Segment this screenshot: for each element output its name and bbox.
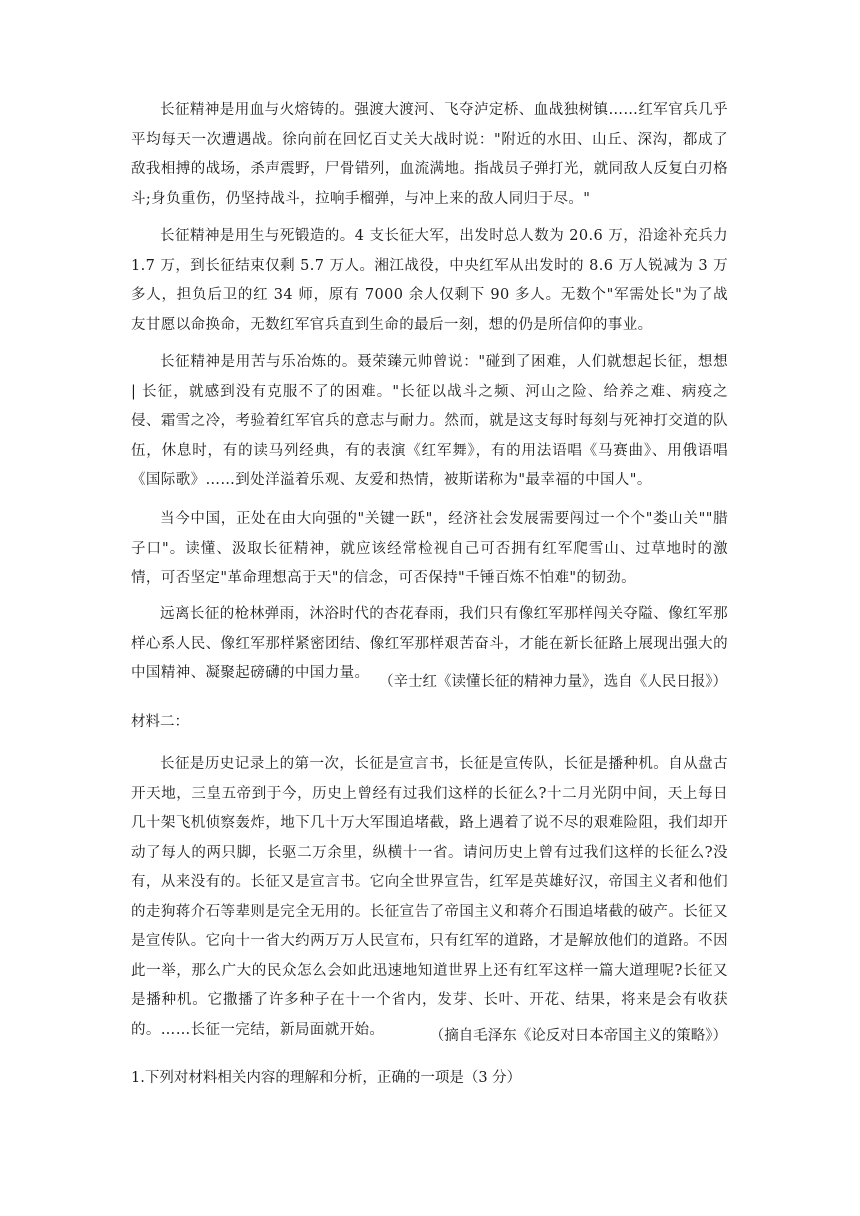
material-one-paragraph-4: 当今中国，正处在由大向强的"关键一跃"，经济社会发展需要闯过一个个"娄山关""腊子口"。读懂、汲取长征精神，就应该经常检视自己可否拥有红军爬雪山、过草地时的激情，可否坚定"革命理想高于天"的信念，可否保持"千锤百炼不怕难"的韧劲。 — [131, 511, 728, 586]
material-one-paragraph-2: 长征精神是用生与死锻造的。4 支长征大军，出发时总人数为 20.6 万，沿途补充兵力 1.7 万，到长征结束仅剩 5.7 万人。湘江战役，中央红军从出发时的 8.6 万人锐减为 3 万多人，担负后卫的红 34 师，原有 7000 余人仅剩下 90 多人。无数个"军需处长"为了战友甘愿以命换命，无数红军官兵直到生命的最后一刻，想的仍是所信仰的事业。 — [131, 228, 728, 333]
material-two-label: 材料二： — [131, 714, 189, 730]
material-one-paragraph-5: 远离长征的枪林弹雨，沐浴时代的杏花春雨，我们只有像红军那样闯关夺隘、像红军那样心系人民、像红军那样紧密团结、像红军那样艰苦奋斗，才能在新长征路上展现出强大的中国精神、凝聚起磅礴的中国力量。 — [131, 606, 728, 681]
material-two-paragraph: 长征是历史记录上的第一次，长征是宣言书，长征是宣传队，长征是播种机。自从盘古开天地，三皇五帝到于今，历史上曾经有过我们这样的长征么?十二月光阴中间，天上每日几十架飞机侦察轰炸，地下几十万大军围追堵截，路上遇着了说不尽的艰难险阻，我们却开动了每人的两只脚，长驱二万余里，纵横十一省。请问历史上曾有过我们这样的长征么?没有，从来没有的。长征又是宣言书。它向全世界宣告，红军是英雄好汉，帝国主义者和他们的走狗蒋介石等辈则是完全无用的。长征宣告了帝国主义和蒋介石围追堵截的破产。长征又是宣传队。它向十一省大约两万万人民宣布，只有红军的道路，才是解放他们的道路。不因此一举，那么广大的民众怎么会如此迅速地知道世界上还有红军这样一篇大道理呢?长征又是播种机。它撒播了许多种子在十一个省内，发芽、长叶、开花、结果，将来是会有收获的。……长征一完结，新局面就开始。 — [131, 756, 728, 1038]
material-one-paragraph-3: 长征精神是用苦与乐冶炼的。聂荣臻元帅曾说："碰到了困难，人们就想起长征，想想 | 长征，就感到没有克服不了的困难。"长征以战斗之频、河山之险、给养之难、病疫之侵、霜雪之冷，考验着红军官兵的意志与耐力。然而，就是这支每时每刻与死神打交道的队伍，休息时，有的读马列经典，有的表演《红军舞》，有的用法语唱《马赛曲》、用俄语唱《国际歌》……到处洋溢着乐观、友爱和热情，被斯诺称为"最幸福的中国人"。 — [131, 354, 728, 488]
material-two-source: （摘自毛泽东《论反对日本帝国主义的策略》） — [429, 1028, 727, 1044]
question-1: 1.下列对材料相关内容的理解和分析，正确的一项是（3 分） — [131, 1070, 522, 1086]
material-one-source: （辛士红《读懂长征的精神力量》，选自《人民日报》） — [379, 674, 727, 690]
material-one-paragraph-1: 长征精神是用血与火熔铸的。强渡大渡河、飞夺泸定桥、血战独树镇……红军官兵几乎平均每天一次遭遇战。徐向前在回忆百丈关大战时说："附近的水田、山丘、深沟，都成了敌我相搏的战场，杀声震野，尸骨错列，血流满地。指战员子弹打光，就同敌人反复白刃格斗;身负重伤，仍坚持战斗，拉响手榴弹，与冲上来的敌人同归于尽。" — [131, 102, 728, 207]
